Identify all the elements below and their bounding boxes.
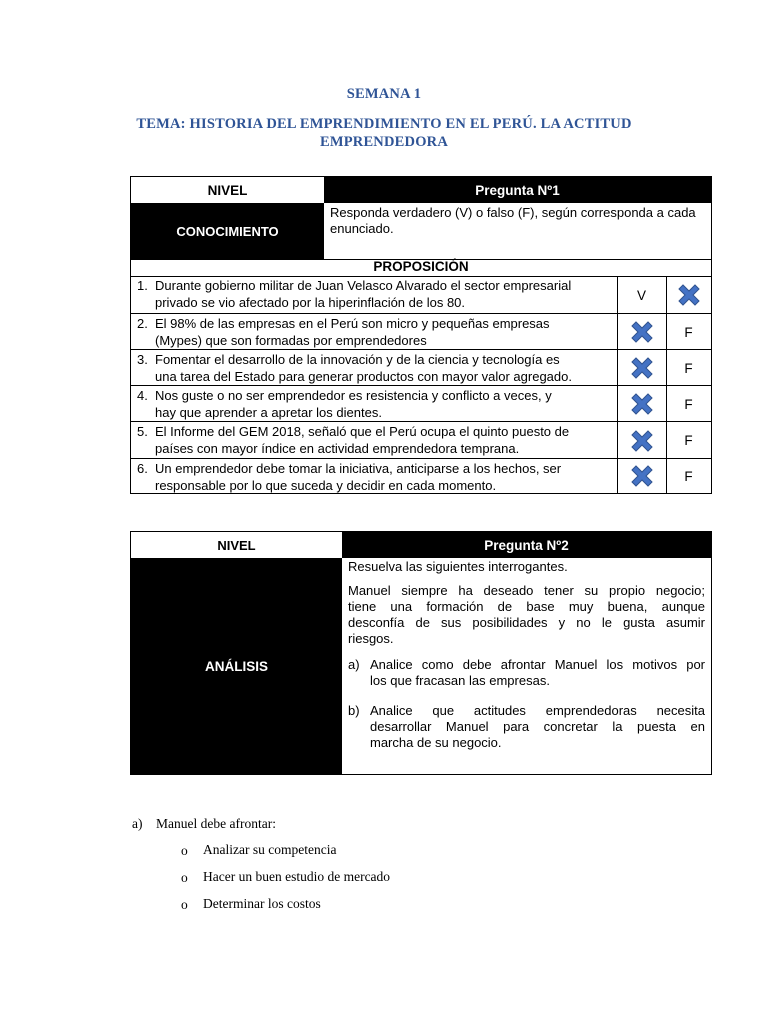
topic-title bbox=[0, 115, 768, 151]
answer-label: a) bbox=[132, 816, 143, 831]
proposition-text bbox=[131, 350, 617, 386]
item-b-line: Analice que actitudes emprendedoras necesita bbox=[370, 703, 705, 718]
proposition-text bbox=[131, 459, 617, 493]
answer-item: Determinar los costos bbox=[203, 896, 321, 911]
proposition-line: El 98% de las empresas en el Perú son micro y pequeñas empresas bbox=[155, 316, 550, 331]
proposition-line: Nos guste o no ser emprendedor es resistencia y conflicto a veces, y bbox=[155, 388, 552, 403]
answer-cell-false bbox=[666, 276, 711, 314]
answer-letter: F bbox=[684, 324, 693, 340]
answer-bullet: o bbox=[181, 870, 188, 885]
proposition-row bbox=[131, 459, 711, 493]
proposition-line: privado se vio afectado por la hiperinflación de los 80. bbox=[155, 294, 466, 310]
answer-cell-false bbox=[666, 314, 711, 350]
case-line: Manuel siempre ha deseado tener su propio negocio; bbox=[348, 583, 705, 598]
proposition-number: 2. bbox=[137, 316, 148, 331]
proposition-line: Durante gobierno militar de Juan Velasco Alvarado el sector empresarial bbox=[155, 278, 572, 293]
proposition-text bbox=[131, 386, 617, 422]
proposition-text bbox=[131, 276, 617, 314]
answer-item: Hacer un buen estudio de mercado bbox=[203, 869, 391, 884]
proposition-number: 6. bbox=[137, 461, 148, 476]
question-content bbox=[342, 558, 711, 774]
level-value: ANÁLISIS bbox=[131, 558, 342, 774]
x-mark-icon bbox=[675, 281, 703, 309]
proposition-text bbox=[131, 314, 617, 350]
item-b-label: b) bbox=[348, 703, 360, 718]
answer-cell-true bbox=[617, 276, 666, 314]
answer-cell-true bbox=[617, 386, 666, 422]
proposition-row bbox=[131, 386, 711, 422]
answer-cell-true bbox=[617, 314, 666, 350]
question-header: Pregunta Nº1 bbox=[324, 177, 711, 203]
answer-cell-true bbox=[617, 350, 666, 386]
proposition-line: Un emprendedor debe tomar la iniciativa, anticiparse a los hechos, ser bbox=[155, 461, 562, 476]
case-line: desconfía de sus posibilidades y no le gusta asumir bbox=[348, 615, 705, 630]
x-mark-icon bbox=[628, 390, 656, 418]
topic-title-line-1: TEMA: HISTORIA DEL EMPRENDIMIENTO EN EL PERÚ. LA ACTITUD bbox=[136, 116, 632, 132]
question-header: Pregunta Nº2 bbox=[342, 532, 711, 558]
proposition-line: (Mypes) que son formadas por emprendedores bbox=[155, 332, 427, 348]
answer-letter: F bbox=[684, 468, 693, 484]
x-mark-icon bbox=[628, 462, 656, 490]
answer-cell-true bbox=[617, 422, 666, 459]
proposition-number: 5. bbox=[137, 424, 148, 439]
case-line: tiene una formación de base muy buena, aunque bbox=[348, 599, 705, 614]
level-header: NIVEL bbox=[217, 537, 256, 553]
answer-bullet: o bbox=[181, 843, 188, 858]
item-b bbox=[348, 703, 705, 751]
proposition-line: El Informe del GEM 2018, señaló que el Perú ocupa el quinto puesto de bbox=[155, 424, 570, 439]
proposition-row bbox=[131, 276, 711, 314]
proposition-line: hay que aprender a apretar los dientes. bbox=[155, 404, 382, 420]
proposition-text bbox=[131, 422, 617, 459]
answer-cell-false bbox=[666, 459, 711, 493]
answer-cell-false bbox=[666, 350, 711, 386]
answer-item: Analizar su competencia bbox=[203, 842, 337, 857]
answer-letter: F bbox=[684, 433, 693, 448]
instruction: Resuelva las siguientes interrogantes. bbox=[348, 559, 568, 574]
question-2-table bbox=[130, 531, 712, 775]
x-mark-icon bbox=[628, 427, 656, 455]
case-text bbox=[348, 583, 705, 647]
proposition-line: Fomentar el desarrollo de la innovación y de la ciencia y tecnología es bbox=[155, 352, 560, 367]
proposition-number: 1. bbox=[137, 278, 148, 293]
proposition-number: 3. bbox=[137, 352, 148, 367]
week-title: SEMANA 1 bbox=[346, 86, 422, 102]
item-b-line: marcha de su negocio. bbox=[370, 735, 502, 750]
proposition-line: responsable por lo que suceda y decidir en cada momento. bbox=[155, 477, 497, 493]
x-mark-icon bbox=[628, 318, 656, 346]
answer-cell-false bbox=[666, 422, 711, 459]
item-a bbox=[348, 657, 705, 689]
level-value: CONOCIMIENTO bbox=[131, 203, 324, 259]
answer-cell-false bbox=[666, 386, 711, 422]
proposition-row bbox=[131, 314, 711, 350]
answer-letter: V bbox=[636, 287, 646, 303]
answer-intro: Manuel debe afrontar: bbox=[156, 816, 276, 831]
proposition-row bbox=[131, 350, 711, 386]
proposition-line: una tarea del Estado para generar productos con mayor valor agregado. bbox=[155, 368, 572, 384]
proposition-header: PROPOSICIÓN bbox=[373, 258, 469, 274]
answer-cell-true bbox=[617, 459, 666, 493]
proposition-row bbox=[131, 422, 711, 459]
proposition-line: países con mayor índice en actividad emprendedora temprana. bbox=[155, 440, 520, 456]
level-header: NIVEL bbox=[207, 182, 248, 198]
item-a-label: a) bbox=[348, 657, 360, 672]
item-a-line: Analice como debe afrontar Manuel los motivos por bbox=[370, 657, 705, 672]
answer-letter: F bbox=[684, 396, 693, 412]
answer-bullet: o bbox=[181, 897, 188, 912]
proposition-number: 4. bbox=[137, 388, 148, 403]
x-mark-icon bbox=[628, 354, 656, 382]
item-a-line: los que fracasan las empresas. bbox=[370, 673, 550, 688]
item-b-line: desarrollar Manuel para concretar la puesta en bbox=[370, 719, 705, 734]
case-line: riesgos. bbox=[348, 631, 394, 646]
question-instruction: Responda verdadero (V) o falso (F), según corresponda a cada enunciado. bbox=[330, 205, 696, 236]
answer-letter: F bbox=[684, 360, 693, 376]
topic-title-line-2: EMPRENDEDORA bbox=[319, 134, 449, 150]
question-1-table bbox=[130, 176, 712, 494]
